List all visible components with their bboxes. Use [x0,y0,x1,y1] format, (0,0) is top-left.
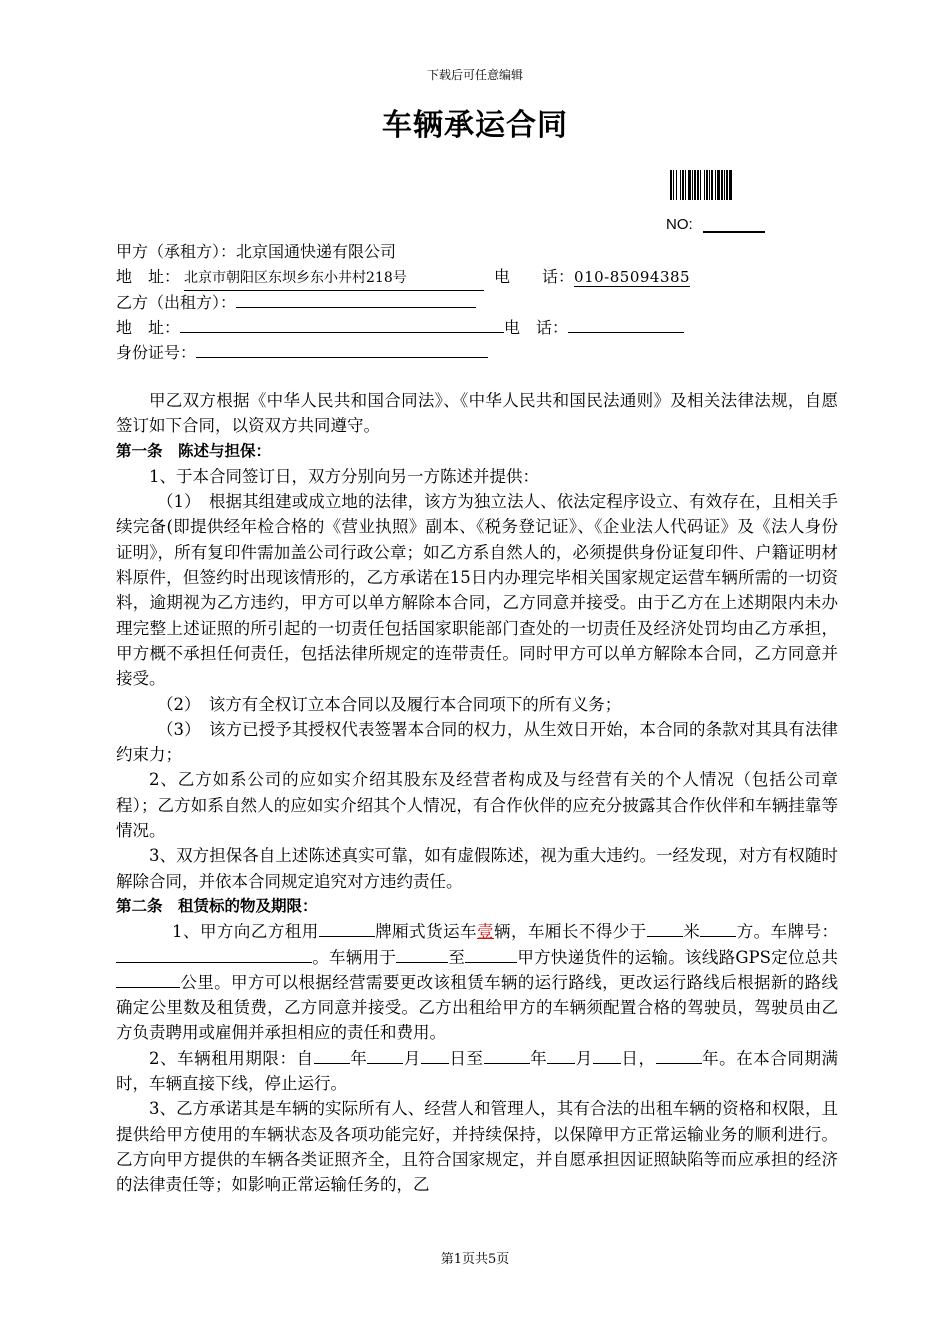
article-1-clause-2: 2、乙方如系公司的应如实介绍其股东及经营者构成及与经营有关的个人情况（包括公司章程）；乙方如系自然人的应如实介绍其个人情况，有合作伙伴的应充分披露其合作伙伴和车辆挂靠等情况。 [116,770,838,841]
intro-paragraph: 甲乙双方根据《中华人民共和国合同法》、《中华人民共和国民法通则》及相关法律法规，自愿签订如下合同，以资双方共同遵守。 [116,391,838,436]
plate-blank [116,945,312,963]
a2c2-year-2: 年 [529,1048,548,1068]
contract-number [666,216,765,233]
party-a-addr-label: 地 址： [116,267,181,286]
party-b-id-label: 身份证号： [116,343,197,362]
party-b-addr-label: 地 址： [116,318,181,337]
party-a-line [116,240,396,264]
party-a-name: 北京国通快递有限公司 [236,242,397,261]
party-b-label: 乙方（出租方）： [116,293,237,312]
article-2-heading: 第二条 租赁标的物及期限： [116,896,318,915]
volume-blank [700,919,736,937]
party-b-addr-blank [180,314,504,333]
end-year-blank [484,1046,530,1064]
party-a-tel: 010-85094385 [574,268,691,286]
a2-text-3: 辆，车厢长不得少于 [494,922,647,942]
a2c2-year: 年 [349,1048,368,1068]
no-label: NO: [666,216,693,233]
a2c2-month: 月 [403,1048,421,1068]
contract-body [116,388,838,1198]
a2-text-2: 牌厢式货运车 [374,922,478,942]
a2c2-day-end: 日， [620,1048,656,1068]
article-1-clause-1-3: （3） 该方已授予其授权代表签署本合同的权力，从生效日开始，本合同的条款对其具有法律约束力； [116,719,838,765]
page-title: 车辆承运合同 [382,108,568,143]
party-b-blank [236,289,476,308]
party-a-address-line [116,265,690,291]
a2c2-text-1: 2、车辆租用期限：自 [149,1048,314,1068]
a2c2-day-to: 日至 [448,1048,484,1068]
start-month-blank [367,1046,403,1064]
party-b-id-line [116,339,488,365]
party-a-tel-label: 电 话： [494,267,575,286]
article-1-clause-1: 1、于本合同签订日，双方分别向另一方陈述并提供： [149,466,539,486]
no-blank [703,217,765,233]
a2-text-9: 甲方快递货件的运输。该线路GPS定位总共 [517,947,838,967]
term-years-blank [656,1046,702,1064]
start-year-blank [314,1046,350,1064]
a2-text-1: 1、甲方向乙方租用 [172,922,319,942]
a2c2-month-2: 月 [575,1048,593,1068]
page-footer: 第1页共5页 [440,1252,510,1267]
party-b-line [116,289,476,315]
party-a-address: 北京市朝阳区东坝乡东小井村218号 [184,266,484,291]
article-2-clause-1 [116,919,838,1045]
barcode-image [670,170,818,200]
end-day-blank [593,1046,621,1064]
article-2-clause-2 [116,1046,838,1097]
a2-text-4: 米 [682,922,701,942]
article-1-clause-1-1: （1） 根据其组建或成立地的法律，该方为独立法人、依法定程序设立、有效存在，且相关手续完备(即提供经年检合格的《营业执照》副本、《税务登记证》、《企业法人代码证》及《法人身份证明》，所有复印件需加盖公司行政公章；如乙方系自然人的，必须提供身份证复印件、户籍证明材料原件，但签约时出现该情形的，乙方承诺在15日内办理完毕相关国家规定运营车辆所需的一切资料，逾期视为乙方违约，甲方可以单方解除本合同，乙方同意并接受。由于乙方在上述期限内未办理完整上述证照的所引起的一切责任包括国家职能部门查处的一切责任及经济处罚均由乙方承担，甲方概不承担任何责任，包括法律所规定的连带责任。同时甲方可以单方解除本合同，乙方同意并接受。 [116,492,838,689]
a2-text-8: 至 [448,947,466,967]
a2-text-5: 方。 [736,922,771,942]
km-blank [116,970,180,988]
route-to-blank [465,945,517,963]
article-1-clause-1-2: （2） 该方有全权订立本合同以及履行本合同项下的所有义务； [157,694,622,714]
vehicle-qty: 壹 [477,922,495,942]
party-b-id-blank [196,339,488,358]
party-a-label: 甲方（承租方）： [116,242,237,261]
article-2-clause-3: 3、乙方承诺其是车辆的实际所有人、经营人和管理人，其有合法的出租车辆的资格和权限，且提供给甲方使用的车辆状态及各项功能完好，并持续保持，以保障甲方正常运输业务的顺利进行。乙方向甲方提供的车辆各类证照齐全，且符合国家规定，并自愿承担因证照缺陷等而应承担的经济的法律责任等；如影响正常运输任务的，乙 [116,1099,838,1195]
a2-text-10: 公里。甲方可以根据经营需要更改该租赁车辆的运行路线，更改运行路线后根据新的路线确定公里数及租赁费，乙方同意并接受。乙方出租给甲方的车辆须配置合格的驾驶员，驾驶员由乙方负责聘用或雇佣并承担相应的责任和费用。 [116,972,838,1043]
a2-text-7: 。车辆用于 [312,947,397,967]
length-blank [647,919,683,937]
end-month-blank [547,1046,575,1064]
brand-blank [319,919,375,937]
article-1-clause-3: 3、双方担保各自上述陈述真实可靠，如有虚假陈述，视为重大违约。一经发现，对方有权随时解除合同，并依本合同规定追究对方违约责任。 [116,846,838,891]
a2c2-tail: 年。在本合同期满时，车辆直接下线，停止运行。 [116,1048,838,1094]
article-1-heading: 第一条 陈述与担保： [116,441,272,460]
party-b-tel-blank [568,314,684,333]
header-note: 下载后可任意编辑 [426,68,523,82]
start-day-blank [421,1046,449,1064]
party-b-tel-label: 电 话： [504,318,569,337]
a2-text-6: 车牌号： [770,922,839,942]
route-from-blank [396,945,448,963]
party-b-address-line [116,314,684,340]
